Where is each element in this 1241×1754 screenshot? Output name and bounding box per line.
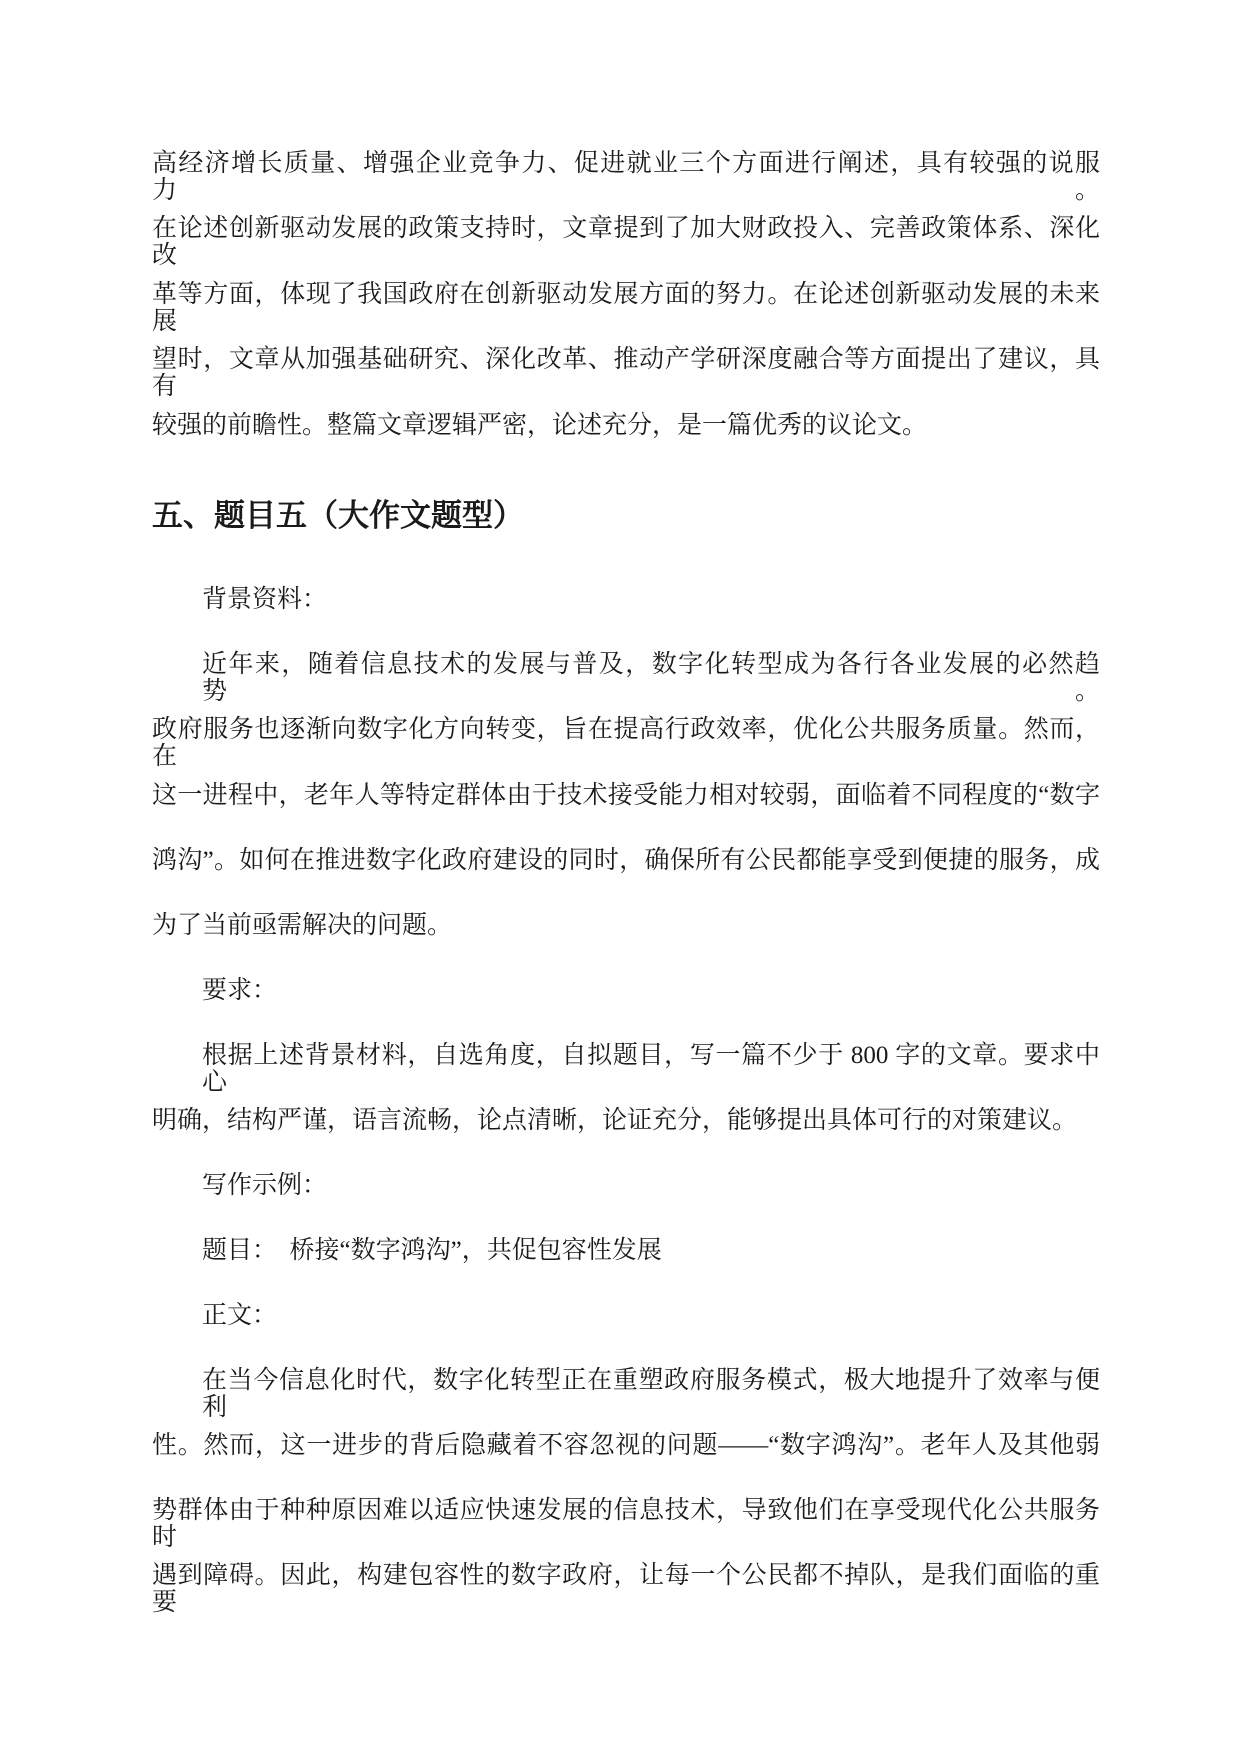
background-paragraph-line: 这一进程中，老年人等特定群体由于技术接受能力相对较弱，面临着不同程度的“数字 [152, 782, 1100, 809]
background-paragraph-line: 近年来，随着信息技术的发展与普及，数字化转型成为各行各业发展的必然趋势。 [202, 651, 1100, 705]
continued-paragraph-line: 在论述创新驱动发展的政策支持时，文章提到了加大财政投入、完善政策体系、深化改 [152, 215, 1100, 269]
continued-paragraph-line: 革等方面，体现了我国政府在创新驱动发展方面的努力。在论述创新驱动发展的未来展 [152, 281, 1100, 335]
background-paragraph-line: 为了当前亟需解决的问题。 [152, 912, 453, 939]
background-material-label: 背景资料： [202, 586, 328, 613]
continued-paragraph-line: 望时，文章从加强基础研究、深化改革、推动产学研深度融合等方面提出了建议，具有 [152, 346, 1100, 400]
requirements-label: 要求： [202, 977, 278, 1004]
requirements-paragraph-line: 明确，结构严谨，语言流畅，论点清晰，论证充分，能够提出具体可行的对策建议。 [152, 1107, 1078, 1134]
continued-paragraph-line: 较强的前瞻性。整篇文章逻辑严密，论述充分，是一篇优秀的议论文。 [152, 412, 928, 439]
body-text-label: 正文： [202, 1302, 278, 1329]
continued-paragraph-line: 高经济增长质量、增强企业竞争力、促进就业三个方面进行阐述，具有较强的说服力。 [152, 150, 1100, 204]
section-heading-question-five: 五、题目五（大作文题型） [152, 498, 524, 533]
essay-title-line: 题目： 桥接“数字鸿沟”，共促包容性发展 [202, 1237, 662, 1264]
writing-example-label: 写作示例： [202, 1172, 328, 1199]
essay-paragraph-line: 在当今信息化时代，数字化转型正在重塑政府服务模式，极大地提升了效率与便利 [202, 1367, 1100, 1421]
essay-paragraph-line: 势群体由于种种原因难以适应快速发展的信息技术，导致他们在享受现代化公共服务时 [152, 1497, 1100, 1551]
requirements-paragraph-line: 根据上述背景材料，自选角度，自拟题目，写一篇不少于 800 字的文章。要求中心 [202, 1042, 1100, 1096]
background-paragraph-line: 鸿沟”。如何在推进数字化政府建设的同时，确保所有公民都能享受到便捷的服务，成 [152, 847, 1100, 874]
essay-paragraph-line: 遇到障碍。因此，构建包容性的数字政府，让每一个公民都不掉队，是我们面临的重要 [152, 1562, 1100, 1616]
background-paragraph-line: 政府服务也逐渐向数字化方向转变，旨在提高行政效率，优化公共服务质量。然而，在 [152, 716, 1100, 770]
essay-paragraph-line: 性。然而，这一进步的背后隐藏着不容忽视的问题——“数字鸿沟”。老年人及其他弱 [152, 1432, 1100, 1459]
